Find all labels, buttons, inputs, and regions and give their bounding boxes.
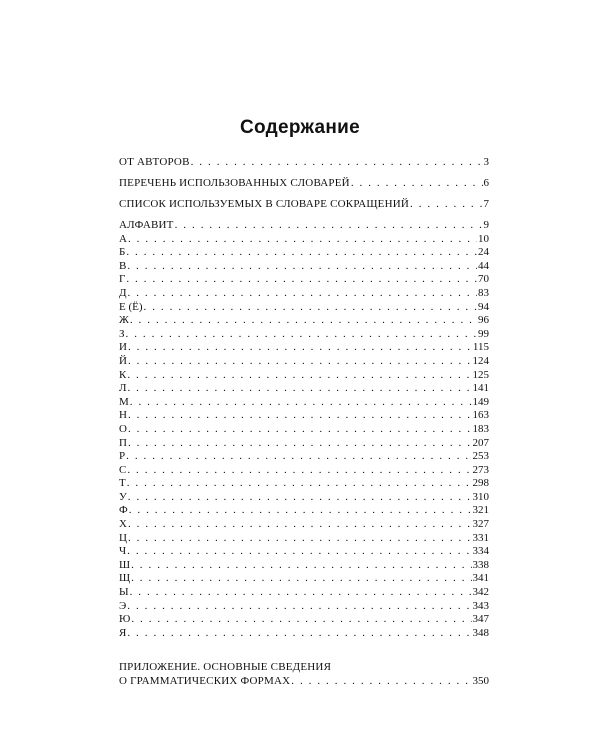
toc-letter-label: З bbox=[119, 327, 125, 340]
leader-dots bbox=[291, 675, 471, 689]
toc-letter-label: М bbox=[119, 395, 129, 408]
toc-letter-page: 298 bbox=[472, 477, 489, 490]
toc-letter-label: Е (Ё) bbox=[119, 300, 143, 313]
toc-letter-page: 253 bbox=[472, 450, 489, 463]
toc-letter-entry bbox=[119, 600, 489, 614]
leader-dots bbox=[127, 477, 472, 491]
leader-dots bbox=[130, 314, 477, 328]
toc-letter-entry bbox=[119, 314, 489, 328]
toc-letter-entry bbox=[119, 369, 489, 383]
toc-letter-label: Ы bbox=[119, 586, 129, 599]
toc-letter-label: Щ bbox=[119, 572, 131, 585]
toc-letter-entry bbox=[119, 477, 489, 491]
toc-letter-page: 24 bbox=[478, 246, 489, 259]
leader-dots bbox=[126, 273, 477, 287]
leader-dots bbox=[131, 572, 471, 586]
toc-letter-entry bbox=[119, 572, 489, 586]
toc-letter-entry bbox=[119, 260, 489, 274]
toc-letter-page: 44 bbox=[478, 259, 489, 272]
toc-letter-label: Г bbox=[119, 273, 126, 286]
toc-letter-page: 331 bbox=[472, 531, 489, 544]
toc-letter-entry bbox=[119, 559, 489, 573]
leader-dots bbox=[128, 233, 477, 247]
toc-letter-label: К bbox=[119, 368, 127, 381]
toc-letter-entry bbox=[119, 545, 489, 559]
toc-letter-label: А bbox=[119, 232, 127, 245]
leader-dots bbox=[131, 559, 471, 573]
toc-letter-label: Х bbox=[119, 518, 127, 531]
toc-letter-label: Н bbox=[119, 409, 127, 422]
page-title: Содержание bbox=[239, 117, 361, 138]
toc-appendix-line-1 bbox=[119, 661, 489, 675]
toc-letter-page: 343 bbox=[472, 599, 489, 612]
toc-entry-page: 6 bbox=[483, 177, 489, 189]
toc-letter-page: 96 bbox=[478, 314, 489, 327]
toc-letter-page: 321 bbox=[472, 504, 489, 517]
toc-letter-entry bbox=[119, 437, 489, 451]
leader-dots bbox=[128, 287, 477, 301]
toc-letter-page: 10 bbox=[478, 232, 489, 245]
leader-dots bbox=[130, 396, 472, 410]
toc-letter-entry bbox=[119, 518, 489, 532]
toc-entry-label: ОТ АВТОРОВ bbox=[119, 156, 190, 168]
toc-letter-page: 115 bbox=[472, 341, 489, 354]
toc-letter-entry bbox=[119, 287, 489, 301]
toc-entry-page: 350 bbox=[472, 674, 489, 687]
toc-letter-entry bbox=[119, 233, 489, 247]
toc-letter-label: Л bbox=[119, 382, 127, 395]
toc-entry-alphabet bbox=[119, 219, 489, 233]
toc-letter-page: 338 bbox=[472, 558, 489, 571]
toc-entry-from-authors bbox=[119, 156, 489, 170]
toc-letter-entry bbox=[119, 273, 489, 287]
toc-letter-page: 70 bbox=[478, 273, 489, 286]
leader-dots bbox=[128, 518, 472, 532]
toc-entry-dictionaries bbox=[119, 177, 489, 191]
toc-letter-label: П bbox=[119, 436, 127, 449]
toc-appendix bbox=[119, 661, 489, 688]
toc-entry-label: ПЕРЕЧЕНЬ ИСПОЛЬЗОВАННЫХ СЛОВАРЕЙ bbox=[119, 177, 350, 189]
toc-letter-page: 141 bbox=[472, 382, 489, 395]
toc-letter-page: 83 bbox=[478, 286, 489, 299]
toc-letter-page: 99 bbox=[478, 327, 489, 340]
toc-letter-page: 207 bbox=[472, 436, 489, 449]
leader-dots bbox=[410, 198, 482, 212]
leader-dots bbox=[128, 491, 472, 505]
leader-dots bbox=[191, 156, 483, 170]
toc-entry-label: СПИСОК ИСПОЛЬЗУЕМЫХ В СЛОВАРЕ СОКРАЩЕНИЙ bbox=[119, 198, 410, 210]
toc-letter-entry bbox=[119, 491, 489, 505]
leader-dots bbox=[127, 627, 471, 641]
toc-letter-page: 163 bbox=[472, 409, 489, 422]
toc-letter-page: 125 bbox=[472, 368, 489, 381]
toc-entry-page: 7 bbox=[483, 198, 489, 210]
toc-letter-page: 273 bbox=[472, 463, 489, 476]
leader-dots bbox=[351, 177, 483, 191]
toc-letter-entry bbox=[119, 396, 489, 410]
leader-dots bbox=[126, 450, 471, 464]
toc-letter-label: Ш bbox=[119, 558, 131, 571]
leader-dots bbox=[128, 423, 472, 437]
toc-front-matter-2 bbox=[119, 177, 489, 191]
leader-dots bbox=[128, 341, 472, 355]
leader-dots bbox=[131, 613, 471, 627]
toc-letter-page: 149 bbox=[472, 395, 489, 408]
toc-letter-label: Й bbox=[119, 354, 127, 367]
toc-letter-page: 327 bbox=[472, 518, 489, 531]
toc-letter-label: С bbox=[119, 463, 127, 476]
toc-letter-entry bbox=[119, 328, 489, 342]
toc-letter-label: Ф bbox=[119, 504, 128, 517]
toc-letter-label: Д bbox=[119, 286, 127, 299]
leader-dots bbox=[126, 246, 477, 260]
toc-letter-label: Ц bbox=[119, 531, 127, 544]
toc-entry-abbreviations bbox=[119, 198, 489, 212]
toc-entry-page: 3 bbox=[483, 156, 489, 168]
toc-front-matter bbox=[119, 156, 489, 170]
letter-list bbox=[119, 233, 489, 641]
toc-letter-page: 124 bbox=[472, 354, 489, 367]
toc-letter-entry bbox=[119, 246, 489, 260]
toc-letter-page: 310 bbox=[472, 490, 489, 503]
toc-letter-entry bbox=[119, 613, 489, 627]
toc-letter-label: Я bbox=[119, 626, 127, 639]
toc-letter-entry bbox=[119, 355, 489, 369]
toc-letter-label: Ж bbox=[119, 314, 129, 327]
toc-appendix-label-2: О ГРАММАТИЧЕСКИХ ФОРМАХ bbox=[119, 674, 291, 687]
leader-dots bbox=[128, 355, 472, 369]
toc-appendix-line-2 bbox=[119, 675, 489, 689]
leader-dots bbox=[127, 260, 477, 274]
toc-letter-entry bbox=[119, 586, 489, 600]
leader-dots bbox=[127, 382, 471, 396]
toc-letter-page: 94 bbox=[478, 300, 489, 313]
toc-letter-page: 348 bbox=[472, 626, 489, 639]
toc-letter-label: Т bbox=[119, 477, 126, 490]
toc-letter-label: Ю bbox=[119, 613, 131, 626]
toc-letter-entry bbox=[119, 409, 489, 423]
leader-dots bbox=[127, 464, 471, 478]
leader-dots bbox=[130, 586, 472, 600]
leader-dots bbox=[127, 369, 471, 383]
toc-entry-page: 9 bbox=[483, 219, 489, 231]
toc-front-matter-3 bbox=[119, 198, 489, 212]
toc-letter-entry bbox=[119, 504, 489, 518]
leader-dots bbox=[129, 504, 472, 518]
toc-letter-page: 341 bbox=[472, 572, 489, 585]
toc-letter-label: О bbox=[119, 422, 127, 435]
toc-letter-entry bbox=[119, 423, 489, 437]
leader-dots bbox=[128, 409, 472, 423]
toc-letter-label: И bbox=[119, 341, 127, 354]
toc-letter-page: 183 bbox=[472, 422, 489, 435]
toc-letter-label: Р bbox=[119, 450, 126, 463]
toc-alphabet-section bbox=[119, 219, 489, 640]
leader-dots bbox=[128, 437, 472, 451]
toc-letter-page: 334 bbox=[472, 545, 489, 558]
toc-letter-entry bbox=[119, 532, 489, 546]
toc-letter-page: 342 bbox=[472, 586, 489, 599]
leader-dots bbox=[127, 545, 471, 559]
toc-letter-entry bbox=[119, 450, 489, 464]
leader-dots bbox=[127, 600, 471, 614]
leader-dots bbox=[128, 532, 472, 546]
leader-dots bbox=[126, 328, 477, 342]
toc-letter-entry bbox=[119, 464, 489, 478]
toc-letter-entry bbox=[119, 301, 489, 315]
toc-letter-label: У bbox=[119, 490, 127, 503]
leader-dots bbox=[144, 301, 477, 315]
toc-appendix-label-1: ПРИЛОЖЕНИЕ. ОСНОВНЫЕ СВЕДЕНИЯ bbox=[119, 661, 332, 673]
toc-letter-label: Э bbox=[119, 599, 127, 612]
toc-entry-label: АЛФАВИТ bbox=[119, 219, 174, 231]
toc-letter-label: Б bbox=[119, 246, 126, 259]
leader-dots bbox=[175, 219, 483, 233]
toc-letter-label: В bbox=[119, 259, 127, 272]
toc-letter-entry bbox=[119, 382, 489, 396]
toc-letter-entry bbox=[119, 627, 489, 641]
toc-letter-label: Ч bbox=[119, 545, 127, 558]
toc-letter-entry bbox=[119, 341, 489, 355]
toc-letter-page: 347 bbox=[472, 613, 489, 626]
